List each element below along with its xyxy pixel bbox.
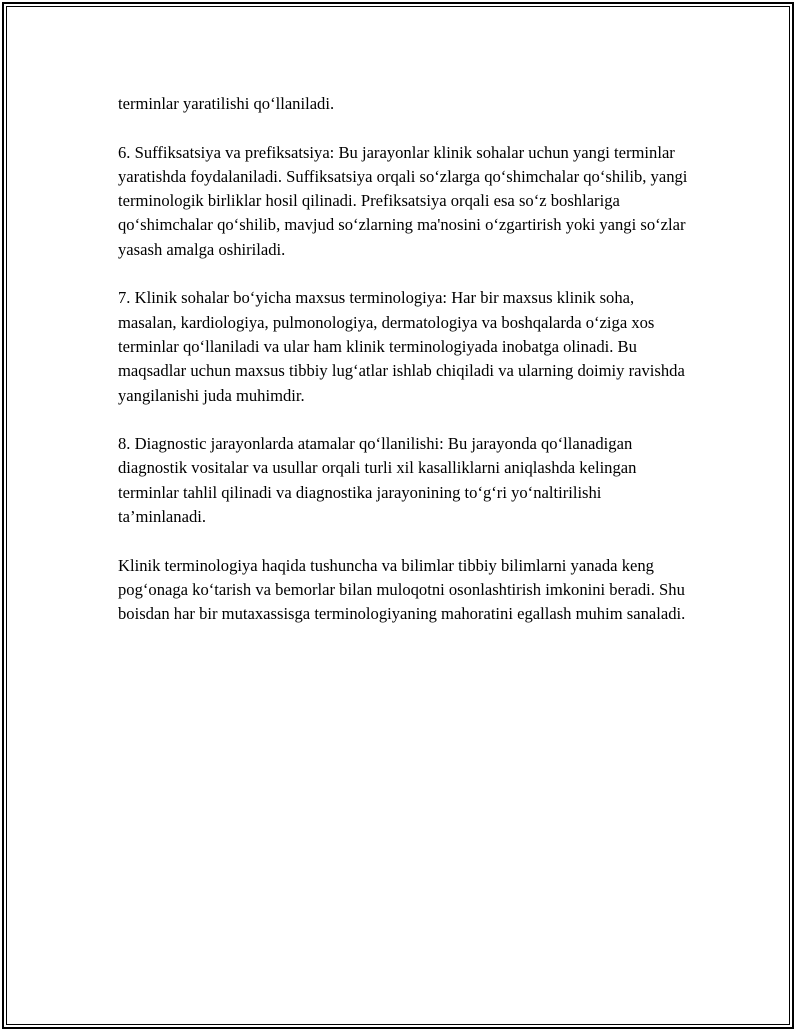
document-body [118,92,688,651]
paragraph-diagnostic-terms: 8. Diagnostic jarayonlarda atamalar qo‘llanilishi: Bu jarayonda qo‘llanadigan diagnostik vositalar va usullar orqali turli xil kasalliklarni aniqlashda kelingan terminlar tahlil qilinadi va diagnostika jarayonining to‘g‘ri yo‘naltirilishi ta’minlanadi. [118,434,637,527]
paragraph-continuation: terminlar yaratilishi qo‘llaniladi. [118,94,335,113]
paragraph-conclusion: Klinik terminologiya haqida tushuncha va bilimlar tibbiy bilimlarni yanada keng pog‘onaga ko‘tarish va bemorlar bilan muloqotni osonlashtirish imkonini beradi. Shu boisdan har bir mutaxassisga terminologiyaning mahoratini egallash muhim sanaladi. [118,555,686,624]
paragraph-suffixation-prefixation: 6. Suffiksatsiya va prefiksatsiya: Bu jarayonlar klinik sohalar uchun yangi terminlar yaratishda foydalaniladi. Suffiksatsiya orqali so‘zlarga qo‘shimchalar qo‘shilib, yangi terminologik birliklar hosil qilinadi. Prefiksatsiya orqali esa so‘z boshlariga qo‘shimchalar qo‘shilib, mavjud so‘zlarning ma'nosini o‘zgartirish yoki yangi so‘zlar yasash amalga oshiriladi. [118,142,688,259]
paragraph-specialty-terminology: 7. Klinik sohalar bo‘yicha maxsus terminologiya: Har bir maxsus klinik soha, masalan, kardiologiya, pulmonologiya, dermatologiya va boshqalarda o‘ziga xos terminlar qo‘llaniladi va ular ham klinik terminologiyada inobatga olinadi. Bu maqsadlar uchun maxsus tibbiy lug‘atlar ishlab chiqiladi va ularning doimiy ravishda yangilanishi juda muhimdir. [118,288,685,405]
